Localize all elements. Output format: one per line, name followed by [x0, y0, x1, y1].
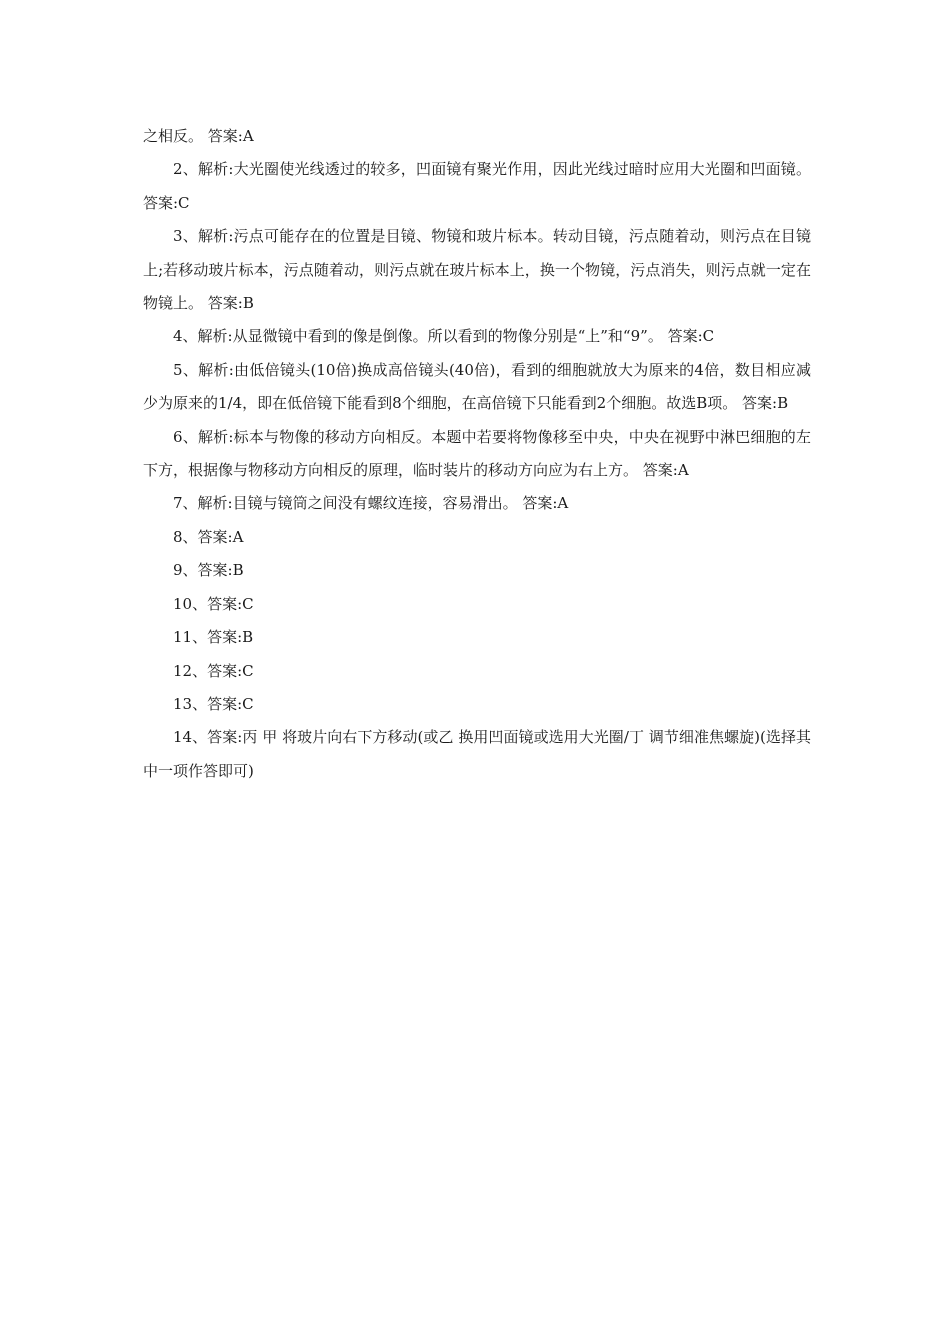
answer-9: 9、答案:B — [173, 561, 244, 580]
answer-4: 4、解析:从显微镜中看到的像是倒像。所以看到的物像分别是“上”和“9”。 答案:C — [173, 327, 715, 346]
answer-1-continuation: 之相反。 答案:A — [143, 127, 254, 145]
answer-2: 2、解析:大光圈使光线透过的较多，凹面镜有聚光作用，因此光线过暗时应用大光圈和凹面镜。 答案:C — [143, 160, 811, 212]
answer-13: 13、答案:C — [173, 694, 254, 713]
answer-5: 5、解析:由低倍镜头(10倍)换成高倍镜头(40倍)，看到的细胞就放大为原来的4倍，数目相应减少为原来的1/4，即在低倍镜下能看到8个细胞，在高倍镜下只能看到2个细胞。故选B项。 答案:B — [143, 360, 811, 413]
answer-14: 14、答案:丙 甲 将玻片向右下方移动(或乙 换用凹面镜或选用大光圈/丁 调节细准焦螺旋)(选择其中一项作答即可) — [143, 728, 811, 780]
answer-6: 6、解析:标本与物像的移动方向相反。本题中若要将物像移至中央，中央在视野中淋巴细胞的左下方，根据像与物移动方向相反的原理，临时装片的移动方向应为右上方。 答案:A — [143, 427, 811, 480]
answer-10: 10、答案:C — [173, 594, 254, 613]
answer-section — [143, 120, 811, 788]
answer-8: 8、答案:A — [173, 527, 244, 546]
answer-12: 12、答案:C — [173, 661, 254, 680]
answer-3: 3、解析:污点可能存在的位置是目镜、物镜和玻片标本。转动目镜，污点随着动，则污点在目镜上;若移动玻片标本，污点随着动，则污点就在玻片标本上，换一个物镜，污点消失，则污点就一定在物镜上。 答案:B — [143, 227, 811, 313]
answer-11: 11、答案:B — [173, 628, 254, 647]
answer-7: 7、解析:目镜与镜筒之间没有螺纹连接，容易滑出。 答案:A — [173, 494, 569, 513]
